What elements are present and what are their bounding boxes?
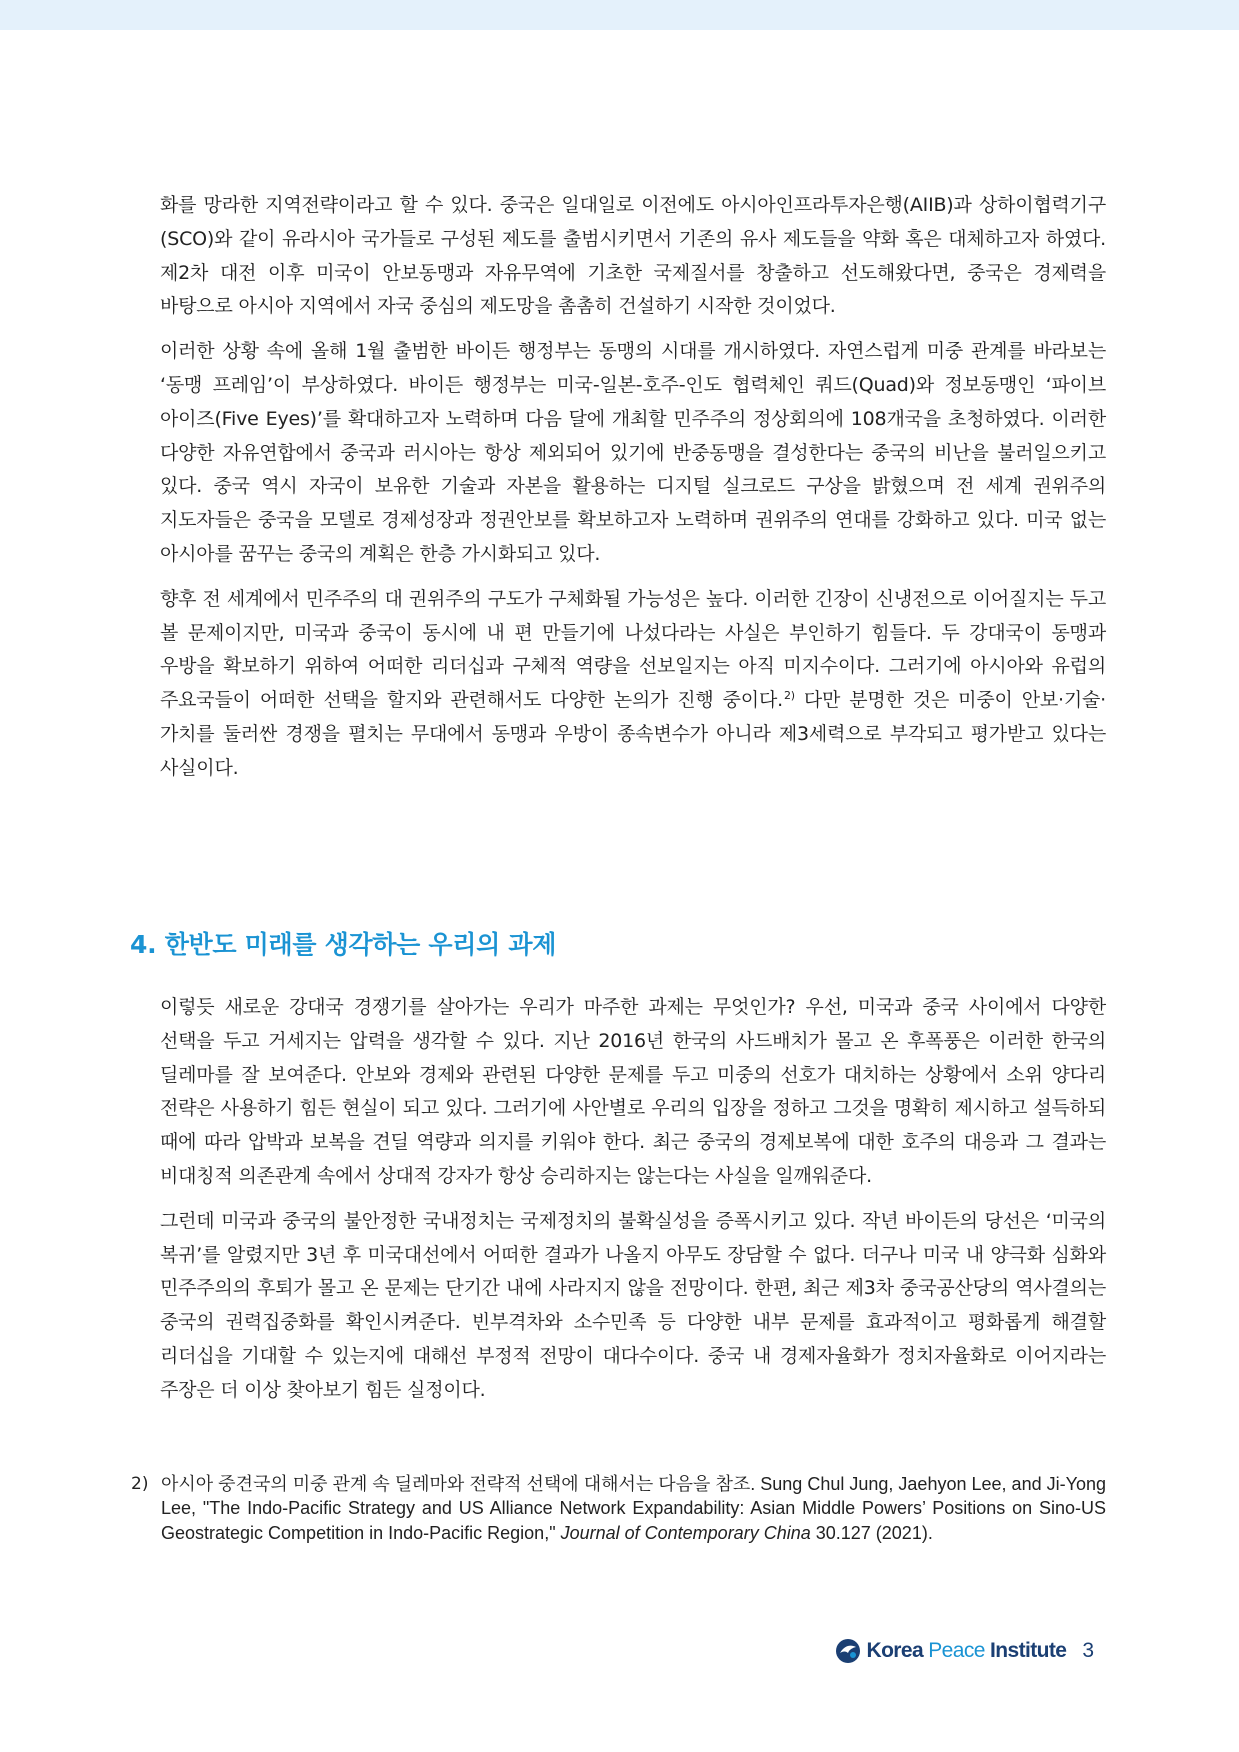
- paragraph-text: 향후 전 세계에서 민주주의 대 권위주의 구도가 구체화될 가능성은 높다. 이러한 긴장이 신냉전으로 이어질지는 두고 볼 문제이지만, 미국과 중국이 동시에 내 편 만들기에 나섰다라는 사실은 부인하기 힘들다. 두 강대국이 동맹과 우방을 확보하기 위하여 어떠한 리더십과 구체적 역량을 선보일지는 아직 미지수이다. 그러기에 아시아와 유럽의 주요국들이 어떠한 선택을 할지와 관련해서도 다양한 논의가 진행 중이다.: [160, 587, 1106, 712]
- footnote-reference[interactable]: 2): [783, 689, 795, 703]
- paragraph-text: 다만 분명한 것은 미중이 안보·기술·가치를 둘러싼 경쟁을 펼치는 무대에서 동맹과 우방이 종속변수가 아니라 제3세력으로 부각되고 평가받고 있다는 사실이다.: [160, 689, 1106, 779]
- footnote: [131, 1472, 1106, 1545]
- paragraph: 이러한 상황 속에 올해 1월 출범한 바이든 행정부는 동맹의 시대를 개시하였다. 자연스럽게 미중 관계를 바라보는 ‘동맹 프레임’이 부상하였다. 바이든 행정부는 미국-일본-호주-인도 협력체인 쿼드(Quad)와 정보동맹인 ‘파이브 아이즈(Five Eyes)’를 확대하고자 노력하며 다음 달에 개최할 민주주의 정상회의에 108개국을 초청하였다. 이러한 다양한 자유연합에서 중국과 러시아는 항상 제외되어 있기에 반중동맹을 결성한다는 중국의 비난을 불러일으키고 있다. 중국 역시 자국이 보유한 기술과 자본을 활용하는 디지털 실크로드 구상을 밝혔으며 전 세계 권위주의 지도자들은 중국을 모델로 경제성장과 정권안보를 확보하고자 노력하며 권위주의 연대를 강화하고 있다. 미국 없는 아시아를 꿈꾸는 중국의 계획은 한층 가시화되고 있다.: [160, 340, 1106, 565]
- top-color-band: [0, 0, 1239, 30]
- footnote-journal: Journal of Contemporary China: [560, 1522, 811, 1543]
- dove-logo-icon: [835, 1638, 861, 1664]
- institute-logo-text: Korea Peace Institute: [866, 1639, 1067, 1662]
- body-text-bottom: [160, 991, 1106, 1419]
- footnote-number: 2): [131, 1474, 149, 1494]
- paragraph: 이렇듯 새로운 강대국 경쟁기를 살아가는 우리가 마주한 과제는 무엇인가? 우선, 미국과 중국 사이에서 다양한 선택을 두고 거세지는 압력을 생각할 수 있다. 지난 2016년 한국의 사드배치가 몰고 온 후폭풍은 이러한 한국의 딜레마를 잘 보여준다. 안보와 경제와 관련된 다양한 문제를 두고 미중의 선호가 대치하는 상황에서 소위 양다리 전략은 사용하기 힘든 현실이 되고 있다. 그러기에 사안별로 우리의 입장을 정하고 그것을 명확히 제시하고 설득하되 때에 따라 압박과 보복을 견딜 역량과 의지를 키워야 한다. 최근 중국의 경제보복에 대한 호주의 대응과 그 결과는 비대칭적 의존관계 속에서 상대적 강자가 항상 승리하지는 않는다는 사실을 일깨워준다.: [160, 996, 1106, 1187]
- section-heading: 4. 한반도 미래를 생각하는 우리의 과제: [130, 930, 557, 959]
- footnote-volume: 30.127 (2021).: [810, 1522, 933, 1543]
- page-footer: [835, 1638, 1095, 1664]
- footnote-text: [161, 1472, 1106, 1545]
- body-text-top: [160, 189, 1106, 797]
- paragraph: 그런데 미국과 중국의 불안정한 국내정치는 국제정치의 불확실성을 증폭시키고 있다. 작년 바이든의 당선은 ‘미국의 복귀’를 알렸지만 3년 후 미국대선에서 어떠한 결과가 나올지 아무도 장담할 수 없다. 더구나 미국 내 양극화 심화와 민주주의의 후퇴가 몰고 온 문제는 단기간 내에 사라지지 않을 전망이다. 한편, 최근 제3차 중국공산당의 역사결의는 중국의 권력집중화를 확인시켜준다. 빈부격차와 소수민족 등 다양한 내부 문제를 효과적이고 평화롭게 해결할 리더십을 기대할 수 있는지에 대해선 부정적 전망이 대다수이다. 중국 내 경제자율화가 정치자율화로 이어지라는 주장은 더 이상 찾아보기 힘든 실정이다.: [160, 1209, 1106, 1401]
- paragraph-with-footnote: [160, 583, 1106, 786]
- page-number: 3: [1082, 1639, 1094, 1662]
- paragraph: 화를 망라한 지역전략이라고 할 수 있다. 중국은 일대일로 이전에도 아시아인프라투자은행(AIIB)과 상하이협력기구(SCO)와 같이 유라시아 국가들로 구성된 제도를 출범시키면서 기존의 유사 제도들을 약화 혹은 대체하고자 하였다. 제2차 대전 이후 미국이 안보동맹과 자유무역에 기초한 국제질서를 창출하고 선도해왔다면, 중국은 경제력을 바탕으로 아시아 지역에서 자국 중심의 제도망을 촘촘히 건설하기 시작한 것이었다.: [160, 194, 1106, 318]
- footnote-citation: 아시아 중견국의 미중 관계 속 딜레마와 전략적 선택에 대해서는 다음을 참조. Sung Chul Jung, Jaehyon Lee, and Ji-Yong Lee, "The Indo-Pacific Strategy and US Alliance Network Expandability: Asian Middle Powers’ Positions on Sino-US Geostrategic Competition in Indo-Pacific Region,": [161, 1474, 1106, 1543]
